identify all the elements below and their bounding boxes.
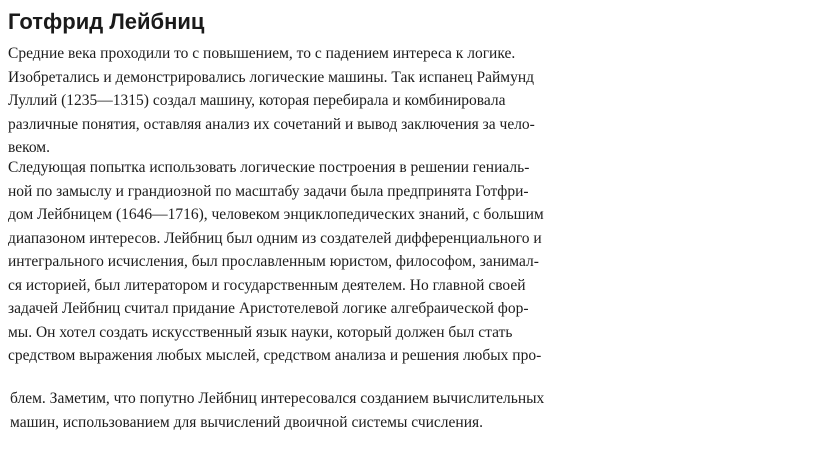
- text-line: ной по замыслу и грандиозной по масштабу задачи была предпринята Готфри-: [8, 182, 529, 200]
- text-line: Луллий (1235—1315) создал машину, которая перебирала и комбинировала: [8, 92, 506, 109]
- text-line: средством выражения любых мыслей, средством анализа и решения любых про-: [8, 347, 542, 364]
- text-line: Изобретались и демонстрировались логические машины. Так испанец Раймунд: [8, 68, 535, 86]
- text-line: ся историей, был литератором и государственным деятелем. Но главной своей: [8, 276, 526, 294]
- text-line: диапазоном интересов. Лейбниц был одним из создателей дифференциального и: [8, 229, 542, 247]
- text-line: дом Лейбницем (1646—1716), человеком энциклопедических знаний, с большим: [8, 206, 544, 223]
- text-line: Следующая попытка использовать логические построения в решении гениаль-: [8, 159, 530, 176]
- text-line: мы. Он хотел создать искусственный язык науки, который должен был стать: [8, 323, 513, 341]
- text-line: интегрального исчисления, был прославленным юристом, философом, занимал-: [8, 253, 539, 270]
- text-line: Средние века проходили то с повышением, то с падением интереса к логике.: [8, 45, 516, 62]
- paragraph-1: [8, 42, 648, 160]
- paragraph-3: [10, 387, 650, 434]
- text-line: блем. Заметим, что попутно Лейбниц интересовался созданием вычислительных: [10, 390, 545, 407]
- text-line: машин, использованием для вычислений двоичной системы счисления.: [10, 413, 484, 431]
- text-line: веком.: [8, 139, 50, 156]
- page-title: Готфрид Лейбниц: [8, 9, 205, 34]
- paragraph-2: [8, 156, 648, 368]
- text-line: задачей Лейбниц считал придание Аристотелевой логике алгебраической фор-: [8, 300, 529, 317]
- text-line: различные понятия, оставляя анализ их сочетаний и вывод заключения за чело-: [8, 115, 535, 133]
